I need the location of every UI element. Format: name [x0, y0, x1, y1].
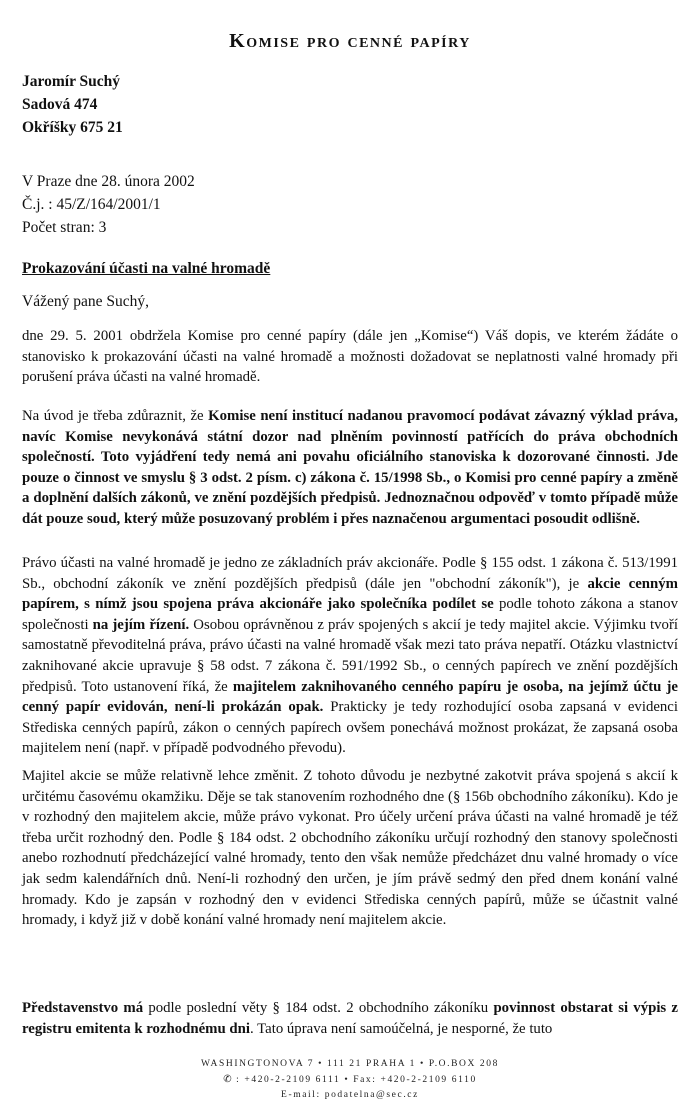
footer-address: WASHINGTONOVA 7 • 111 21 PRAHA 1 • P.O.BOX 208: [201, 1059, 499, 1069]
text-run: Majitel akcie se může relativně lehce změnit. Z tohoto důvodu je nezbytné zakotvit práva spojená s akcií k určitému časovému okamžiku. Děje se tak stanovením rozhodného dne (§ 156b obchodního zákoníku). Kdo je v rozhodný den majitelem akcie, může právo vykonat. Pro účely určení práva účasti na valné hromadě je též třeba určit rozhodný den. Podle § 184 odst. 2 obchodního zákoníku určují rozhodný den stanovy společnosti anebo rozhodnutí předcházející valné hromady, tento den však nemůže předcházet dnu valné hromady o více jak sedm kalendářních dnů. Není-li rozhodný den určen, je jím právě sedmý den před dnem konání valné hromady. Kdo je zapsán v rozhodný den v evidenci Střediska cenných papírů, může se účastnit valné hromady, i když již v době konání valné hromady není majitelem akcie.: [22, 768, 678, 929]
greeting: Vážený pane Suchý,: [22, 293, 149, 310]
recipient-city: Okříšky 675 21: [22, 119, 123, 136]
telephone-icon: ✆: [223, 1074, 234, 1085]
reference-number: Č.j. : 45/Z/164/2001/1: [22, 196, 161, 213]
text-run: Osobou oprávněnou z práv spojených s akcií je tedy majitel akcie. Výjimku tvoří samostatně převoditelná práva, právo účasti na valné hromadě však mezi tato práva nepatří. Otázku vlastnictví zaknihované akcie upravuje § 58 odst. 7 zákona č. 591/1992 Sb., o cenných papírech ve znění pozdějších předpisů. Toto ustanovení říká, že: [22, 616, 678, 695]
footer: [0, 1057, 700, 1103]
letter-meta: [22, 170, 195, 239]
text-run: dne 29. 5. 2001 obdržela Komise pro cenné papíry (dále jen „Komise“) Váš dopis, ve kterém žádáte o stanovisko k prokazování účasti na valné hromadě a možnosti dožadovat se neplatnosti valné hromady při porušení práva účasti na valné hromadě.: [22, 328, 678, 386]
text-run: podle tohoto zákona a stanov společnosti: [22, 596, 678, 633]
page-title: Komise pro cenné papíry: [229, 30, 471, 52]
recipient-address: [22, 70, 123, 139]
paragraph-2: [22, 406, 678, 530]
footer-email: E-mail: podatelna@sec.cz: [281, 1090, 419, 1100]
recipient-name: Jaromír Suchý: [22, 73, 121, 90]
text-run: Prakticky je tedy rozhodující osoba zapsaná v evidenci Střediska cenných papírů, zákon o cenných papírech ovšem ponechává možnost prokázat, že zapsaná osoba majitelem není (např. v případě podvodného převodu).: [22, 699, 678, 757]
footer-contact: [0, 1072, 700, 1088]
page-count: Počet stran: 3: [22, 219, 107, 236]
paragraph-4: [22, 766, 678, 931]
paragraph-5: [22, 998, 678, 1039]
text-run: Právo účasti na valné hromadě je jedno ze základních práv akcionáře. Podle § 155 odst. 1 zákona č. 513/1991 Sb., obchodní zákoník ve znění pozdějších předpisů (dále jen "obchodní zákoník"), je: [22, 555, 678, 592]
paragraph-1: [22, 326, 678, 388]
bold-text-run: akcie cenným papírem, s nímž jsou spojena práva akcionáře jako společníka podílet se: [22, 575, 678, 613]
bold-text-run: Komise není institucí nadanou pravomocí podávat závazný výklad práva, navíc Komise nevykonává státní dozor nad plněním povinností patřících do práva obchodních společností. Toto vyjádření tedy nemá ani povahu oficiálního stanoviska k dozorované činnosti. Jde pouze o činnost ve smyslu § 3 odst. 2 písm. c) zákona č. 15/1998 Sb., o Komisi pro cenné papíry a změně a doplnění dalších zákonů, ve znění pozdějších předpisů. Jednoznačnou odpověď v tomto případě může dát pouze soud, který může posuzovaný problém i přes naznačenou argumentaci posoudit odlišně.: [22, 408, 678, 527]
bold-text-run: Představenstvo má: [22, 1000, 144, 1016]
recipient-street: Sadová 474: [22, 96, 98, 113]
paragraph-3: [22, 553, 678, 759]
bold-text-run: majitelem zaknihovaného cenného papíru je osoba, na jejímž účtu je cenný papír evidován, není-li prokázán opak.: [22, 678, 678, 716]
date-line: V Praze dne 28. února 2002: [22, 173, 195, 190]
subject-line: Prokazování účasti na valné hromadě: [22, 260, 271, 277]
bold-text-run: na jejím řízení.: [92, 616, 190, 633]
text-run: . Tato úprava není samoúčelná, je nesporné, že tuto: [250, 1020, 553, 1037]
text-run: Na úvod je třeba zdůraznit, že: [22, 408, 209, 424]
footer-phone: : +420-2-2109 6111 • Fax: +420-2-2109 6110: [236, 1075, 477, 1085]
bold-text-run: povinnost obstarat si výpis z registru emitenta k rozhodnému dni: [22, 1000, 678, 1037]
text-run: podle poslední věty § 184 odst. 2 obchodního zákoníku: [143, 1000, 494, 1016]
